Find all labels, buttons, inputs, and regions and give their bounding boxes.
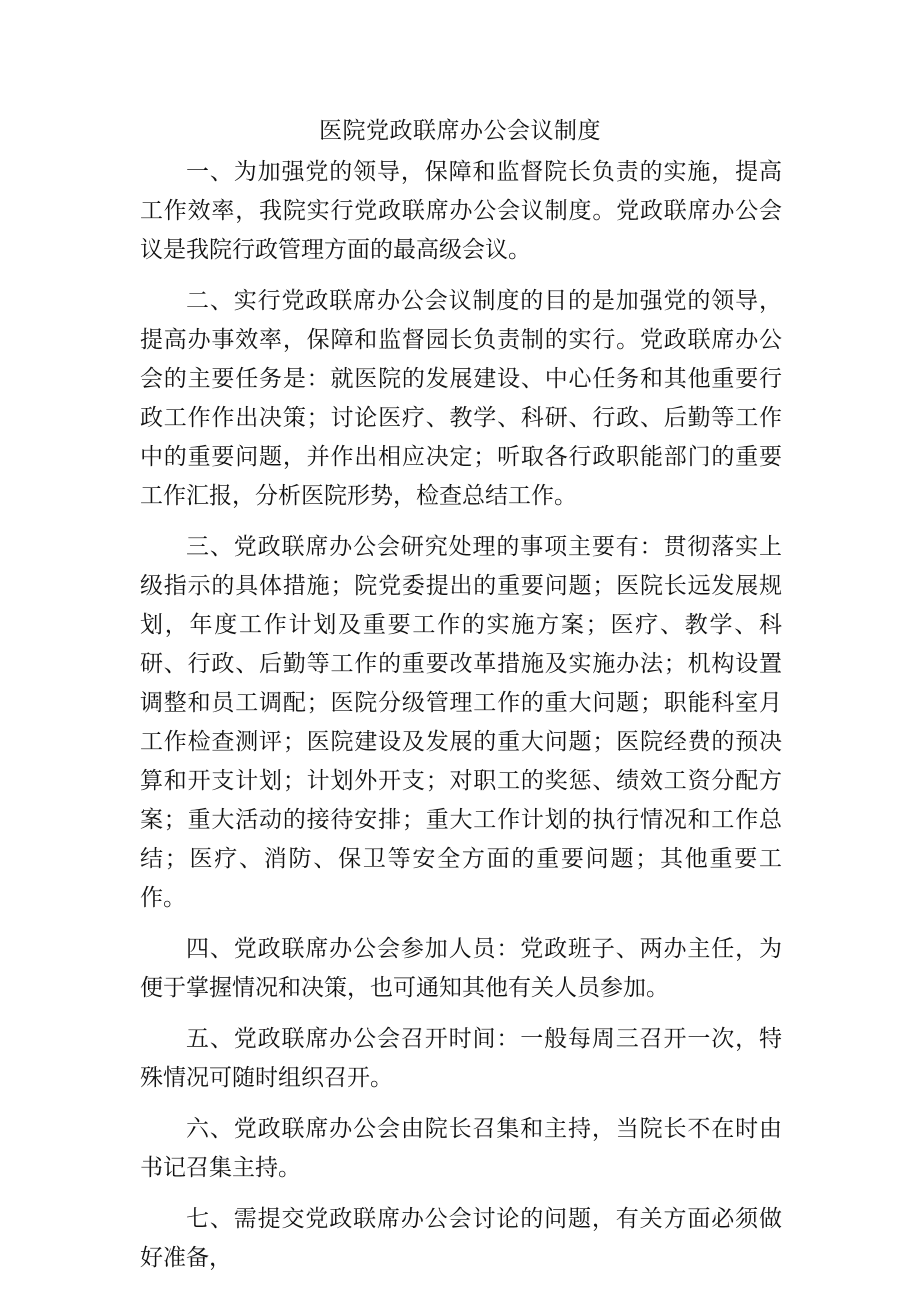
paragraph-5: 五、党政联席办公会召开时间：一般每周三召开一次，特殊情况可随时组织召开。 (140, 1026, 782, 1091)
document-body (140, 153, 782, 1290)
paragraph-7: 七、需提交党政联席办公会讨论的问题，有关方面必须做好准备， (140, 1206, 782, 1271)
paragraph-3: 三、党政联席办公会研究处理的事项主要有：贯彻落实上级指示的具体措施；院党委提出的重要问题；医院长远发展规划，年度工作计划及重要工作的实施方案；医疗、教学、科研、行政、后勤等工作的重要改革措施及实施办法；机构设置调整和员工调配；医院分级管理工作的重大问题；职能科室月工作检查测评；医院建设及发展的重大问题；医院经费的预决算和开支计划；计划外开支；对职工的奖惩、绩效工资分配方案；重大活动的接待安排；重大工作计划的执行情况和工作总结；医疗、消防、保卫等安全方面的重要问题；其他重要工作。 (140, 534, 782, 911)
paragraph-6: 六、党政联席办公会由院长召集和主持，当院长不在时由书记召集主持。 (140, 1116, 782, 1181)
document-title: 医院党政联席办公会议制度 (319, 118, 601, 144)
paragraph-1: 一、为加强党的领导，保障和监督院长负责的实施，提高工作效率，我院实行党政联席办公会议制度。党政联席办公会议是我院行政管理方面的最高级会议。 (140, 159, 782, 263)
paragraph-4: 四、党政联席办公会参加人员：党政班子、两办主任，为便于掌握情况和决策，也可通知其他有关人员参加。 (140, 936, 782, 1001)
paragraph-2: 二、实行党政联席办公会议制度的目的是加强党的领导，提高办事效率，保障和监督园长负责制的实行。党政联席办公会的主要任务是：就医院的发展建设、中心任务和其他重要行政工作作出决策；讨论医疗、教学、科研、行政、后勤等工作中的重要问题，并作出相应决定；听取各行政职能部门的重要工作汇报，分析医院形势，检查总结工作。 (140, 288, 782, 509)
